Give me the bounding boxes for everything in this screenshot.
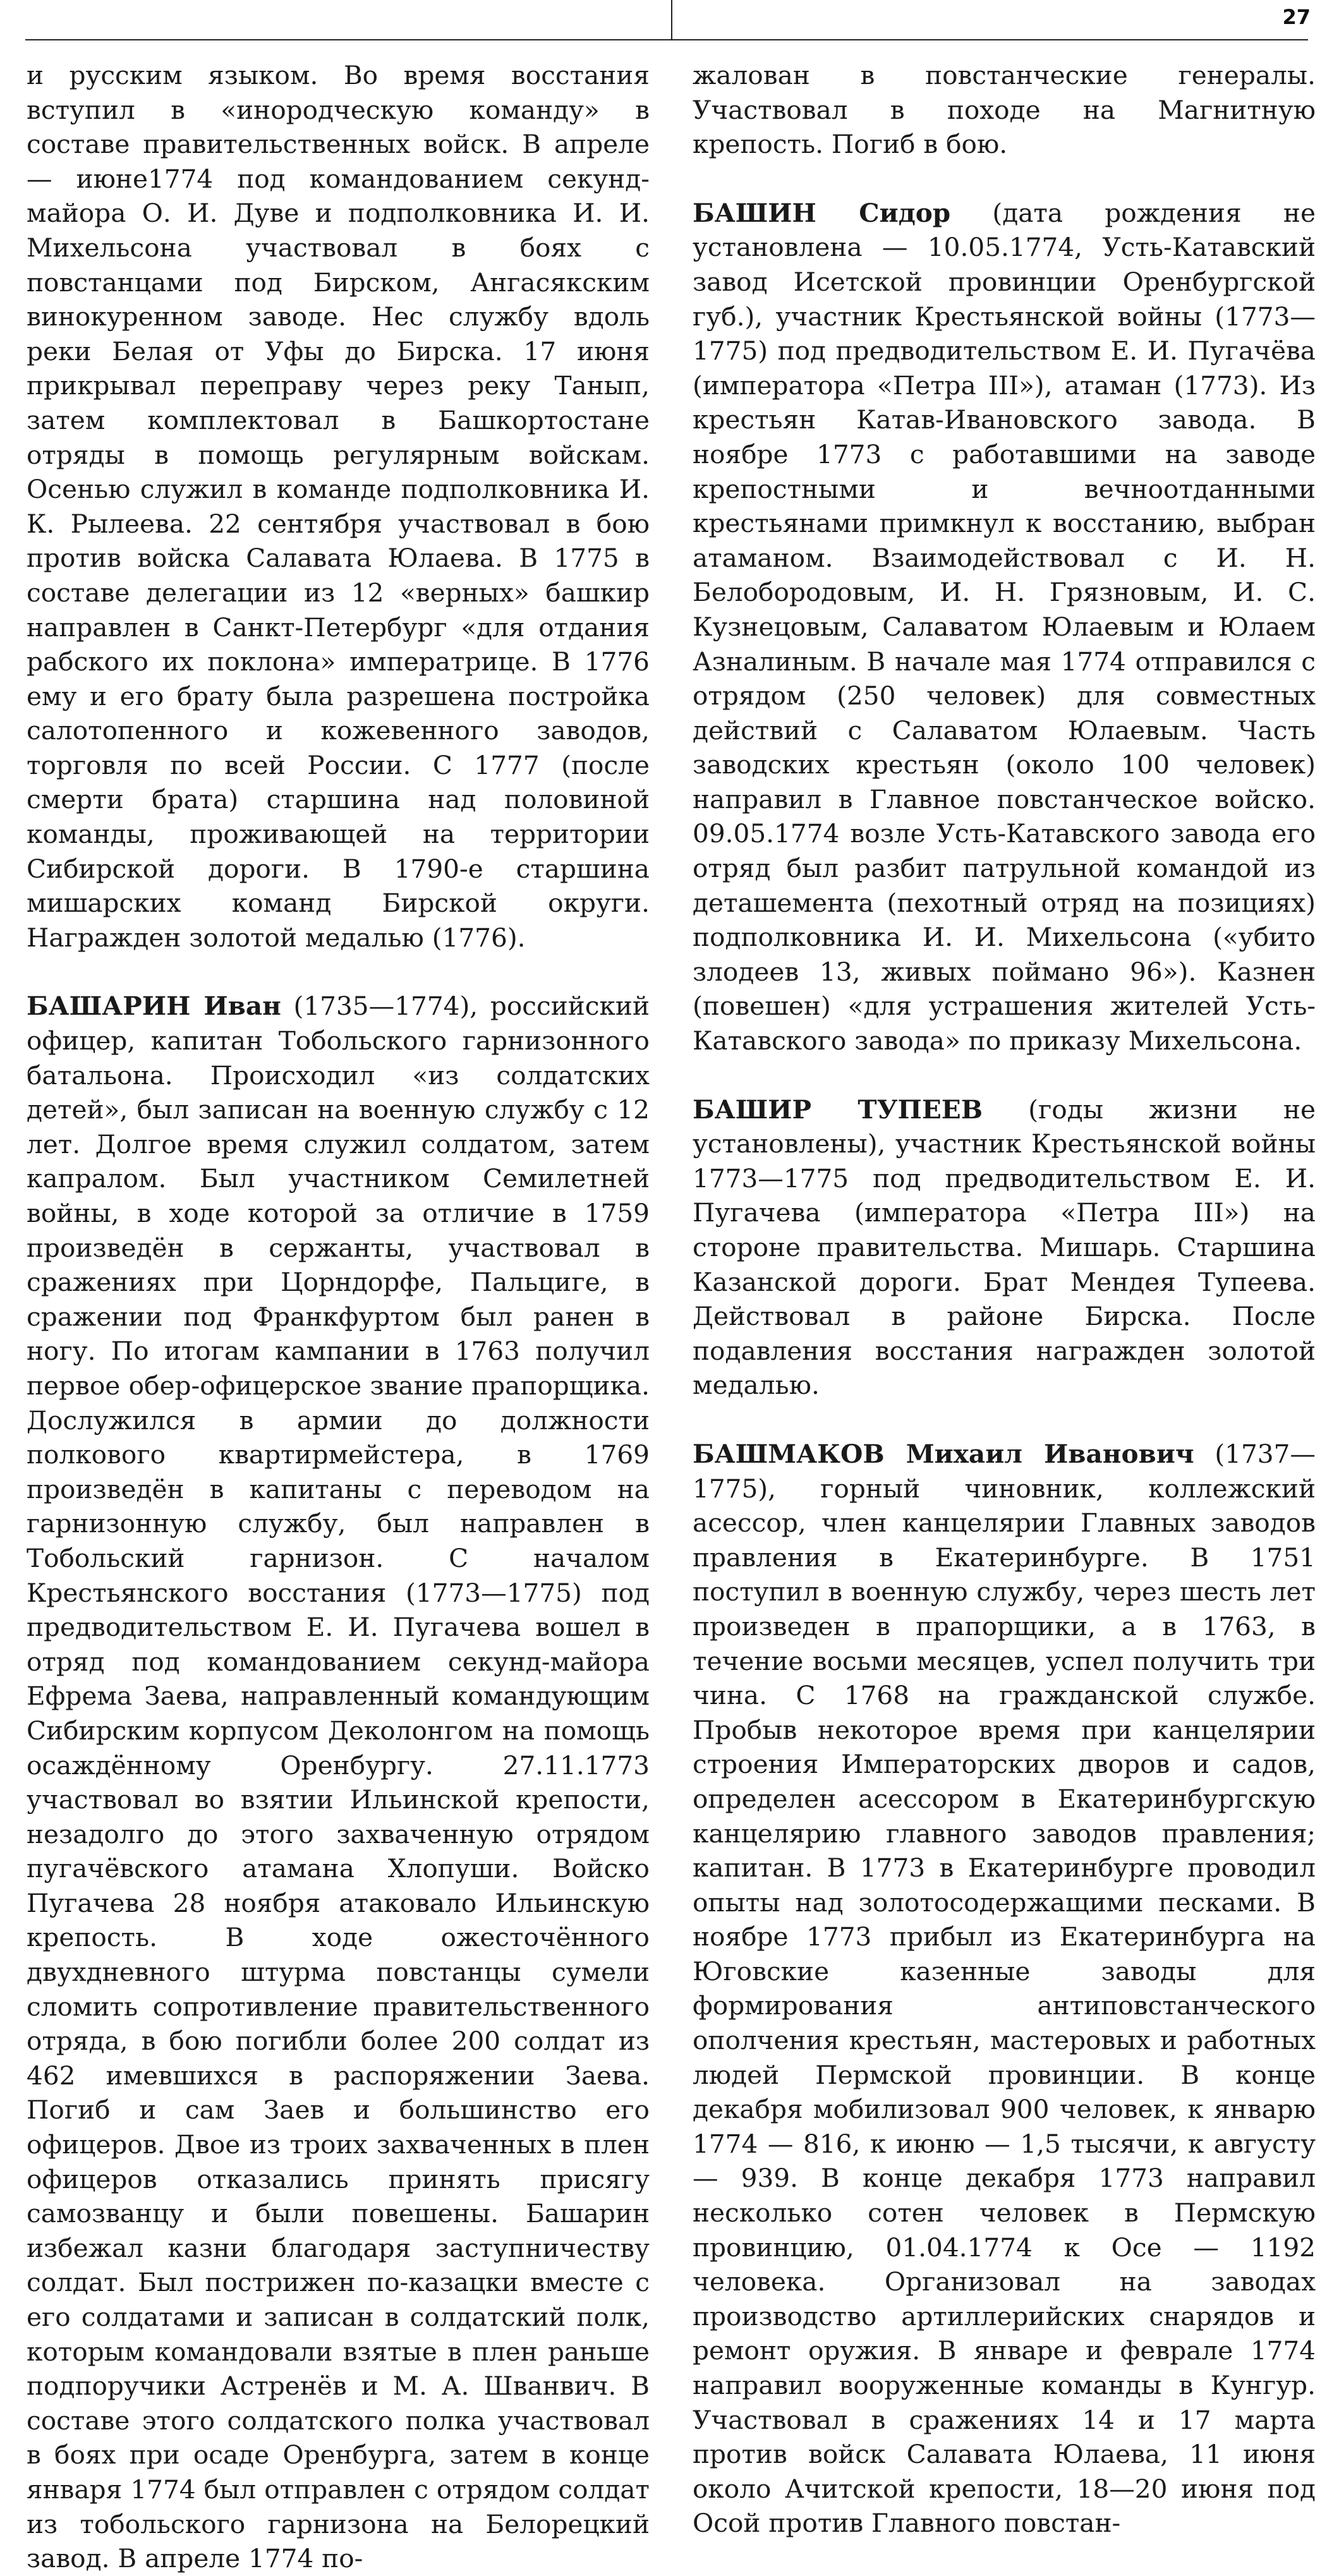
entry-bashmakov <box>693 1437 1316 2541</box>
header-tab-mark <box>671 0 672 40</box>
right-column <box>693 58 1316 2539</box>
entry-bashir-tupeev <box>693 1092 1316 1403</box>
entry-text: (1737—1775), горный чиновник, коллежский асессор, член канцелярии Главных заводов правления в Екатеринбурге. В 1751 поступил в военную службу, через шесть лет произведен в прапорщики, а в 1763, в течение восьми месяцев, успел получить три чина. С 1768 на гражданской службе. Пробыв некоторое время при канцелярии строения Императорских дворов и садов, определен асессором в Екатеринбургскую канцелярию главного заводов правления; капитан. В 1773 в Екатеринбурге проводил опыты над золотосодержащими песками. В ноябре 1773 прибыл из Екатеринбурга на Юговские казенные заводы для формирования антиповстанческого ополчения крестьян, мастеровых и работных людей Пермской провинции. В конце декабря мобилизовал 900 человек, к январю 1774 — 816, к июню — 1,5 тысячи, к августу — 939. В конце декабря 1773 направил несколько сотен человек в Пермскую провинцию, 01.04.1774 к Осе — 1192 человека. Организовал на заводах производство артиллерийских снарядов и ремонт оружия. В январе и феврале 1774 направил вооруженные команды в Кунгур. Участвовал в сражениях 14 и 17 марта против войск Салавата Юлаева, 11 июня около Ачитской крепости, 18—20 июня под Осой против Главного повстан- <box>693 1438 1316 2539</box>
entry-continuation <box>693 58 1316 162</box>
entry-headword: БАШИН Сидор <box>693 197 951 228</box>
left-column <box>27 58 650 2574</box>
entry-text: (дата рождения не установлена — 10.05.1774, Усть-Катавский завод Исетской провинции Оренбургской губ.), участник Крестьянской войны (1773—1775) под предводительством Е. И. Пугачёва (императора «Петра III»), атаман (1773). Из крестьян Катав-Ивановского завода. В ноябре 1773 с работавшими на заводе крепостными и вечноотданными крестьянами примкнул к восстанию, выбран атаманом. Взаимодействовал с И. Н. Белобородовым, И. Н. Грязновым, И. С. Кузнецовым, Салаватом Юлаевым и Юлаем Азналиным. В начале мая 1774 отправился с отрядом (250 человек) для совместных действий с Салаватом Юлаевым. Часть заводских крестьян (около 100 человек) направил в Главное повстанческое войско. 09.05.1774 возле Усть-Катавского завода его отряд был разбит патрульной командой из деташемента (пехотный отряд на позициях) подполковника И. И. Михельсона («убито злодеев 13, живых поймано 96»). Казнен (повешен) «для устрашения жителей Усть-Катавского завода» по приказу Михельсона. <box>693 197 1316 1056</box>
entry-text: (1735—1774), российский офицер, капитан Тобольского гарнизонного батальона. Происходил «из солдатских детей», был записан на военную службу с 12 лет. Долгое время служил солдатом, затем капралом. Был участником Семилетней войны, в ходе которой за отличие в 1759 произведён в сержанты, участвовал в сражениях при Цорндорфе, Пальциге, в сражении под Франкфуртом был ранен в ногу. По итогам кампании в 1763 получил первое обер-офицерское звание прапорщика. Дослужился в армии до должности полкового квартирмейстера, в 1769 произведён в капитаны с переводом на гарнизонную службу, был направлен в Тобольский гарнизон. С началом Крестьянского восстания (1773—1775) под предводительством Е. И. Пугачева вошел в отряд под командованием секунд-майора Ефрема Заева, направленный командующим Сибирским корпусом Деколонгом на помощь осаждённому Оренбургу. 27.11.1773 участвовал во взятии Ильинской крепости, незадолго до этого захваченную отрядом пугачёвского атамана Хлопуши. Войско Пугачева 28 ноября атаковало Ильинскую крепость. В ходе ожесточённого двухдневного штурма повстанцы сумели сломить сопротивление правительственного отряда, в бою погибли более 200 солдат из 462 имевшихся в распоряжении Заева. Погиб и сам Заев и большинство его офицеров. Двое из троих захваченных в плен офицеров отказались принять присягу самозванцу и были повешены. Башарин избежал казни благодаря заступничеству солдат. Был пострижен по-казацки вместе с его солдатами и записан в солдатский полк, которым командовали взятые в плен раньше подпоручики Астренёв и М. А. Шванвич. В составе этого солдатского полка участвовал в боях при осаде Оренбурга, затем в конце января 1774 был отправлен с отрядом солдат из тобольского гарнизона на Белорецкий завод. В апреле 1774 по- <box>27 991 650 2574</box>
entry-headword: БАШАРИН Иван <box>27 991 281 1022</box>
entry-text: (годы жизни не установлены), участник Крестьянской войны 1773—1775 под предводительством Е. И. Пугачева (императора «Петра III») на стороне правительства. Мишарь. Старшина Казанской дороги. Брат Мендея Тупеева. Действовал в районе Бирска. После подавления восстания награжден золотой медалью. <box>693 1094 1316 1401</box>
entry-headword: БАШИР ТУПЕЕВ <box>693 1094 983 1125</box>
entry-text: и русским языком. Во время восстания вступил в «инородческую команду» в составе правительственных войск. В апреле — июне1774 под командованием секунд-майора О. И. Дуве и подполковника И. И. Михельсона участвовал в боях с повстанцами под Бирском, Ангасякским винокуренном заводе. Нес службу вдоль реки Белая от Уфы до Бирска. 17 июня прикрывал переправу через реку Танып, затем комплектовал в Башкортостане отряды в помощь регулярным войскам. Осенью служил в команде подполковника И. К. Рылеева. 22 сентября участвовал в бою против войска Салавата Юлаева. В 1775 в составе делегации из 12 «верных» башкир направлен в Санкт-Петербург «для отдания рабского их поклона» императрице. В 1776 ему и его брату была разрешена постройка салотопенного и кожевенного заводов, торговля по всей России. С 1777 (после смерти брата) старшина над половиной команды, проживающей на территории Сибирской дороги. В 1790-е старшина мишарских команд Бирской округи. Награжден золотой медалью (1776). <box>27 60 650 953</box>
entry-bashin <box>693 196 1316 1058</box>
entry-text: жалован в повстанческие генералы. Участвовал в походе на Магнитную крепость. Погиб в бою. <box>693 60 1316 160</box>
entry-basharin <box>27 989 650 2575</box>
header-rule <box>25 39 1308 40</box>
page-number: 27 <box>1282 5 1311 29</box>
entry-headword: БАШМАКОВ Михаил Иванович <box>693 1438 1194 1469</box>
entry-continuation <box>27 58 650 955</box>
